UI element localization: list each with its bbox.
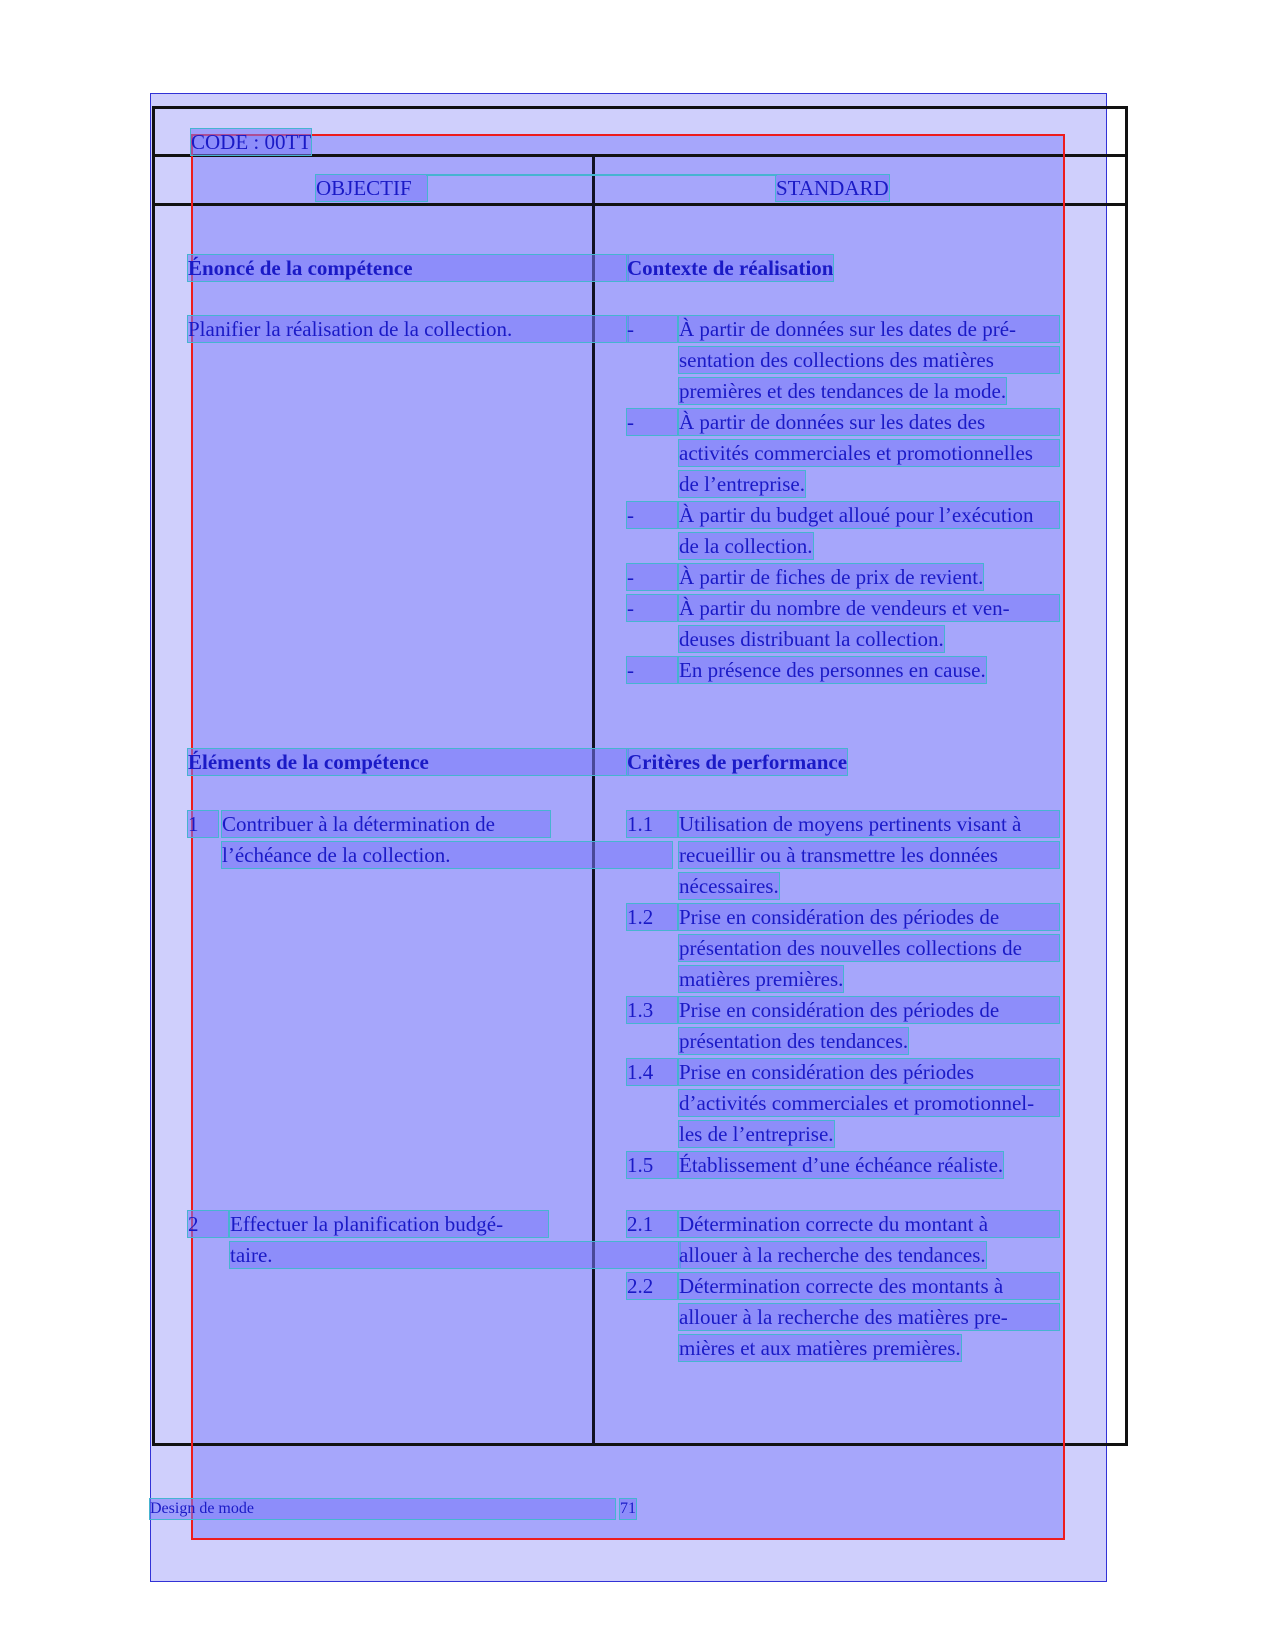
critere-number: 1.1 — [627, 811, 677, 837]
criteres-heading: Critères de performance — [627, 750, 848, 774]
contexte-item-line: À partir du nombre de vendeurs et ven- — [679, 595, 1059, 621]
enonce-text: Planifier la réalisation de la collection. — [188, 316, 628, 342]
document-code: CODE : 00TT — [191, 130, 312, 154]
critere-line: Établissement d’une échéance réaliste. — [679, 1153, 1004, 1177]
contexte-item-line: En présence des personnes en cause. — [679, 658, 986, 682]
contexte-heading: Contexte de réalisation — [627, 256, 834, 280]
contexte-item-line: deuses distribuant la collection. — [679, 627, 944, 651]
element-number: 1 — [188, 811, 218, 837]
critere-number: 1.5 — [627, 1152, 677, 1178]
contexte-bullet: - — [627, 564, 677, 590]
contexte-bullet: - — [627, 316, 677, 342]
critere-line: les de l’entreprise. — [679, 1122, 834, 1146]
critere-number: 2.2 — [627, 1273, 677, 1299]
critere-line: Prise en considération des périodes de — [679, 997, 1059, 1023]
critere-number: 1.2 — [627, 904, 677, 930]
critere-line: Détermination correcte des montants à — [679, 1273, 1059, 1299]
contexte-item-line: sentation des collections des matières — [679, 347, 1059, 373]
contexte-item-line: À partir de données sur les dates des — [679, 409, 1059, 435]
critere-line: recueillir ou à transmettre les données — [679, 842, 1059, 868]
critere-number: 1.3 — [627, 997, 677, 1023]
critere-line: allouer à la recherche des matières pre- — [679, 1304, 1059, 1330]
element-text: l’échéance de la collection. — [222, 842, 672, 868]
element-text: Contribuer à la détermination de — [222, 811, 550, 837]
critere-line: nécessaires. — [679, 874, 779, 898]
contexte-item-line: À partir de données sur les dates de pré- — [679, 316, 1059, 342]
critere-line: Prise en considération des périodes — [679, 1059, 1059, 1085]
element-text: taire. — [230, 1242, 680, 1268]
enonce-heading: Énoncé de la compétence — [188, 255, 628, 281]
contexte-bullet: - — [627, 409, 677, 435]
critere-line: Prise en considération des périodes de — [679, 904, 1059, 930]
contexte-item-line: premières et des tendances de la mode. — [679, 379, 1007, 403]
contexte-bullet: - — [627, 657, 677, 683]
element-text: Effectuer la planification budgé- — [230, 1211, 548, 1237]
contexte-item-line: de l’entreprise. — [679, 472, 805, 496]
footer-title: Design de mode — [150, 1499, 615, 1519]
footer-page-number: 71 — [620, 1500, 636, 1517]
critere-number: 1.4 — [627, 1059, 677, 1085]
contexte-item-line: de la collection. — [679, 534, 813, 558]
contexte-item-line: À partir du budget alloué pour l’exécution — [679, 502, 1059, 528]
elements-heading: Éléments de la compétence — [188, 749, 628, 775]
contexte-item-line: activités commerciales et promotionnelles — [679, 440, 1059, 466]
critere-line: allouer à la recherche des tendances. — [679, 1243, 986, 1267]
critere-line: matières premières. — [679, 967, 844, 991]
critere-line: d’activités commerciales et promotionnel- — [679, 1090, 1059, 1116]
critere-line: mières et aux matières premières. — [679, 1336, 961, 1360]
contexte-bullet: - — [627, 502, 677, 528]
column-header-objectif: OBJECTIF — [316, 175, 427, 201]
critere-line: présentation des tendances. — [679, 1029, 909, 1053]
contexte-item-line: À partir de fiches de prix de revient. — [679, 565, 984, 589]
critere-line: Utilisation de moyens pertinents visant à — [679, 811, 1059, 837]
critere-line: Détermination correcte du montant à — [679, 1211, 1059, 1237]
element-number: 2 — [188, 1211, 228, 1237]
critere-number: 2.1 — [627, 1211, 677, 1237]
column-header-standard: STANDARD — [776, 176, 889, 200]
contexte-bullet: - — [627, 595, 677, 621]
critere-line: présentation des nouvelles collections de — [679, 935, 1059, 961]
